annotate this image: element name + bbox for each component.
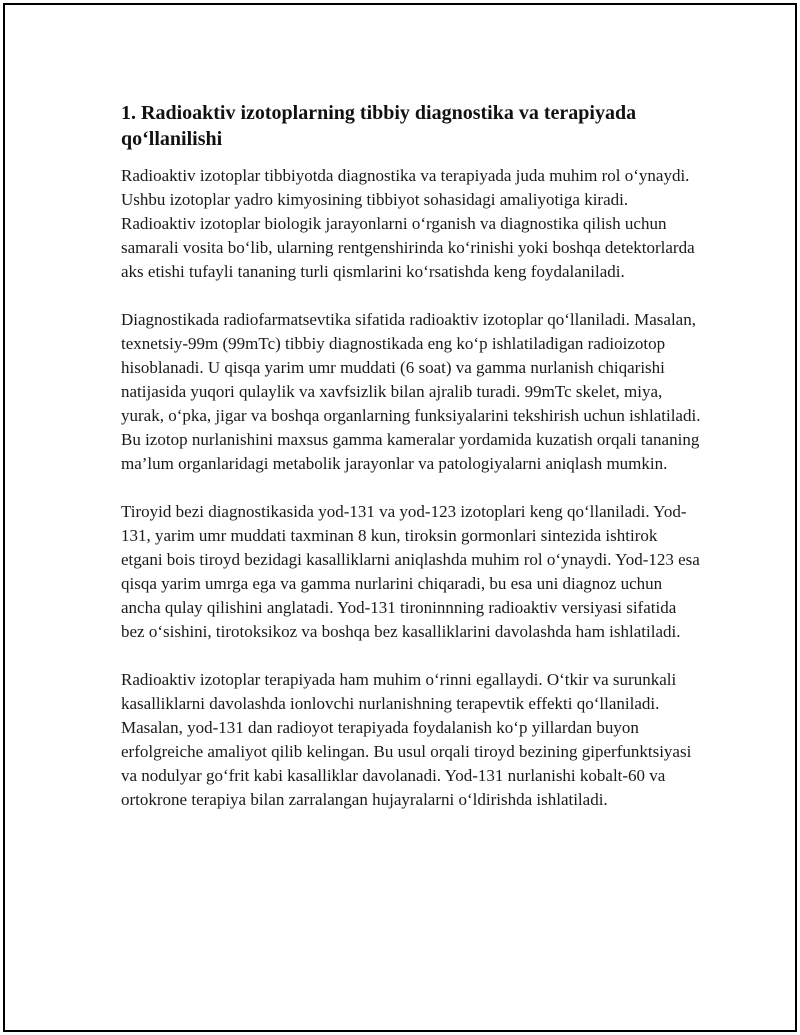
page-frame	[3, 3, 797, 1032]
paragraph-2: Diagnostikada radiofarmatsevtika sifatida radioaktiv izotoplar qo‘llaniladi. Masalan, texnetsiy-99m (99mTc) tibbiy diagnostikada eng ko‘p ishlatiladigan radioizotop hisoblanadi. U qisqa yarim umr muddati (6 soat) va gamma nurlanish chiqarishi natijasida yuqori qulaylik va xavfsizlik bilan ajralib turadi. 99mTc skelet, miya, yurak, o‘pka, jigar va boshqa organlarning funksiyalarini tekshirish uchun ishlatiladi. Bu izotop nurlanishini maxsus gamma kameralar yordamida kuzatish orqali tananing ma’lum organlaridagi metabolik jarayonlar va patologiyalarni aniqlash mumkin.	[121, 310, 701, 473]
document-body	[121, 100, 701, 836]
section-heading: 1. Radioaktiv izotoplarning tibbiy diagnostika va terapiyada qo‘llanilishi	[121, 102, 637, 150]
paragraph-3: Tiroyid bezi diagnostikasida yod-131 va yod-123 izotoplari keng qo‘llaniladi. Yod-131, yarim umr muddati taxminan 8 kun, tiroksin gormonlari sintezida ishtirok etgani bois tiroyd bezidagi kasalliklarni aniqlashda muhim rol o‘ynaydi. Yod-123 esa qisqa yarim umrga ega va gamma nurlarini chiqaradi, bu esa uni diagnoz uchun ancha qulay qilishini anglatadi. Yod-131 tironinnning radioaktiv versiyasi sifatida bez o‘sishini, tirotoksikoz va boshqa bez kasalliklarini davolashda ham ishlatiladi.	[121, 502, 700, 641]
paragraph-1: Radioaktiv izotoplar tibbiyotda diagnostika va terapiyada juda muhim rol o‘ynaydi. Ushbu izotoplar yadro kimyosining tibbiyot sohasidagi amaliyotiga kiradi. Radioaktiv izotoplar biologik jarayonlarni o‘rganish va diagnostika qilish uchun samarali vosita bo‘lib, ularning rentgenshirinda ko‘rinishi yoki boshqa detektorlarda aks etishi tufayli tananing turli qismlarini ko‘rsatishda keng foydalaniladi.	[121, 166, 695, 281]
paragraph-4: Radioaktiv izotoplar terapiyada ham muhim o‘rinni egallaydi. O‘tkir va surunkali kasalliklarni davolashda ionlovchi nurlanishning terapevtik effekti qo‘llaniladi. Masalan, yod-131 dan radioyot terapiyada foydalanish ko‘p yillardan buyon erfolgreiche amaliyot qilib kelingan. Bu usul orqali tiroyd bezining giperfunktsiyasi va nodulyar go‘frit kabi kasalliklar davolanadi. Yod-131 nurlanishi kobalt-60 va ortokrone terapiya bilan zarralangan hujayralarni o‘ldirishda ishlatiladi.	[121, 670, 692, 809]
